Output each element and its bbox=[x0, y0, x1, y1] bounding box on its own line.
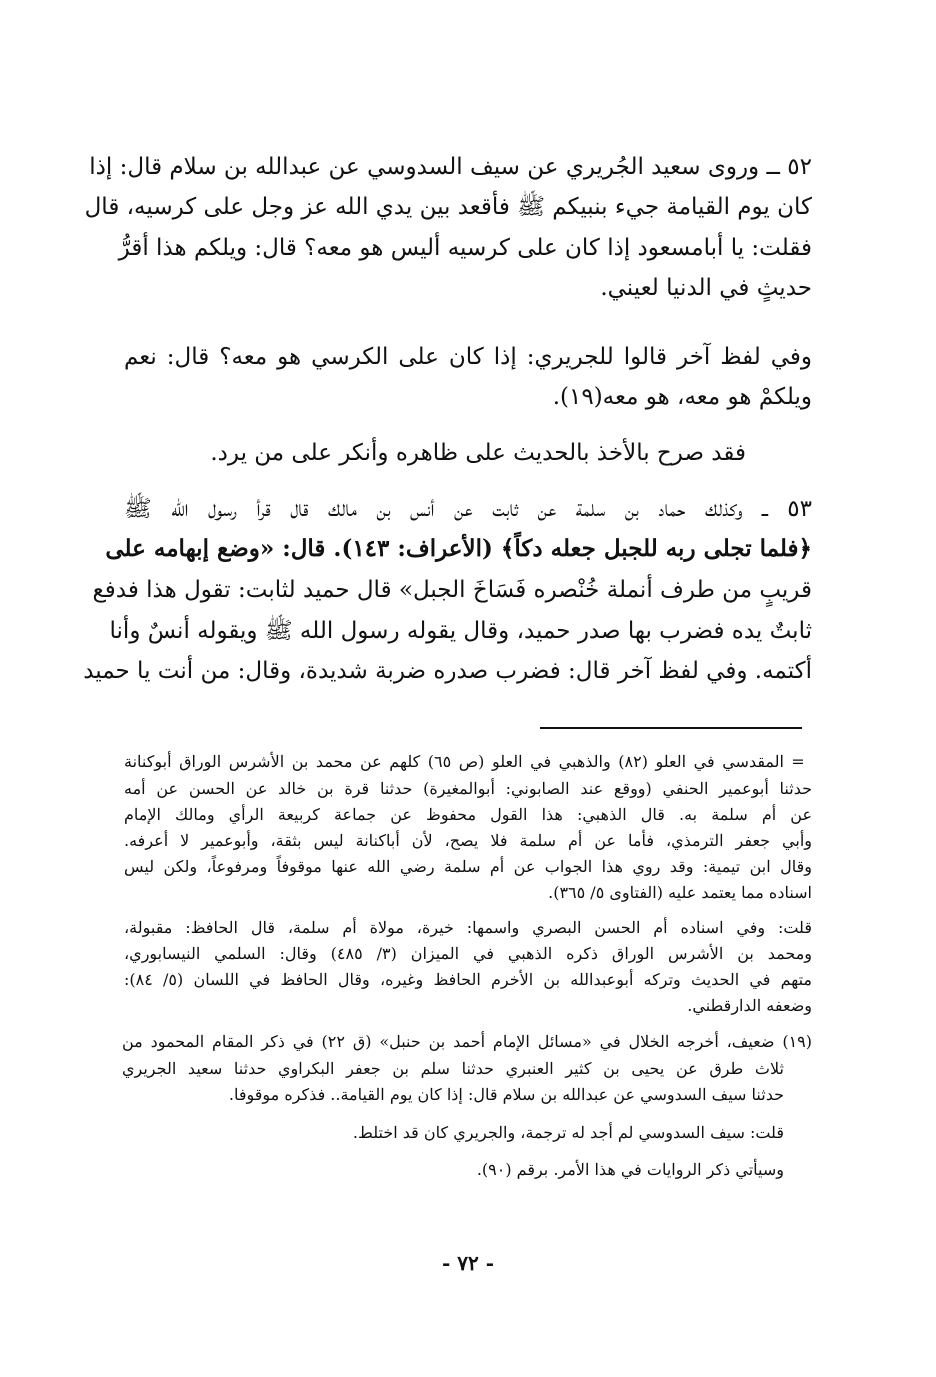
footnote-block1-line-2: حدثنا أبوعمير الحنفي (ووقع عند الصابوني: أبوالمغيرة) حدثنا قرة بن خالد عن الحسن عن أمه bbox=[124, 779, 812, 798]
footnote-19-line-4: قلت: سيف السدوسي لم أجد له ترجمة، والجريري كان قد اختلط. bbox=[352, 1123, 784, 1142]
para-other-wording-line-2: ويلكمْ هو معه، هو معه(١٩). bbox=[552, 384, 812, 410]
para-52-line-2: كان يوم القيامة جيء بنبيكم ﷺ فأقعد بين يدي الله عز وجل على كرسيه، قال bbox=[84, 194, 812, 220]
footnote-block1-line-4: وأبي جعفر الترمذي، فأما عن أم سلمة فلا يصح، لأن أباكنانة ليس بثقة، وأبوعمير لا أعرفه. bbox=[124, 831, 812, 850]
para-53-line-2: ﴿فلما تجلى ربه للجبل جعله دكاً﴾ (الأعراف: ١٤٣). قال: «وضع إبهامه على bbox=[105, 535, 812, 562]
para-52-line-3: فقلت: يا أبامسعود إذا كان على كرسيه أليس هو معه؟ قال: ويلكم هذا أقرُّ bbox=[118, 235, 812, 261]
footnote-block1-line-3: عن أم سلمة به. قال الذهبي: هذا القول محفوظ عن جماعة كربيعة الرأي ومالك الإمام bbox=[124, 805, 812, 824]
footnote-19-line-3: حدثنا سيف السدوسي عن عبدالله بن سلام قال: إذا كان يوم القيامة.. فذكره موقوفا. bbox=[228, 1085, 784, 1104]
footnote-19-line-5: وسيأتي ذكر الروايات في هذا الأمر. برقم (٩٠). bbox=[476, 1160, 784, 1179]
para-other-wording-line-1: وفي لفظ آخر قالوا للجريري: إذا كان على الكرسي هو معه؟ قال: نعم bbox=[124, 344, 812, 370]
page-number: - ٧٢ - bbox=[441, 1251, 494, 1275]
footnote-block2-line-4: وضعفه الدارقطني. bbox=[687, 996, 812, 1015]
footnote-divider bbox=[540, 727, 802, 729]
footnote-19-line-1: (١٩) ضعيف، أخرجه الخلال في «مسائل الإمام أحمد بن حنبل» (ق ٢٢) في ذكر المقام المحمود من bbox=[122, 1032, 812, 1051]
footnote-block1-line-5: وقال ابن تيمية: وقد روي هذا الجواب عن أم سلمة رضي الله عنها موقوفاً ومرفوعاً، ولكن ليس bbox=[124, 857, 812, 876]
para-53-line-4: ثابتٌ يده فضرب بها صدر حميد، وقال يقوله رسول الله ﷺ ويقوله أنسٌ وأنا bbox=[109, 618, 812, 644]
footnote-block2-line-1: قلت: وفي اسناده أم الحسن البصري واسمها: خيرة، مولاة أم سلمة، قال الحافظ: مقبولة، bbox=[124, 918, 812, 937]
footnote-19-line-2: ثلاث طرق عن يحيى بن كثير العنبري حدثنا سلم بن جعفر البكراوي حدثنا سعيد الجريري bbox=[122, 1059, 784, 1078]
para-declared: فقد صرح بالأخذ بالحديث على ظاهره وأنكر على من يرد. bbox=[210, 440, 746, 466]
footnote-block2-line-3: متهم في الحديث وتركه أبوعبدالله بن الأخرم الحافظ وغيره، وقال الحافظ في اللسان (٥/ ٨٤): bbox=[124, 970, 812, 989]
para-53-line-3: قريبٍ من طرف أنملة خُنْصره فَسَاخَ الجبل» قال حميد لثابت: تقول هذا فدفع bbox=[92, 577, 812, 603]
footnote-continuation-mark: = bbox=[791, 752, 805, 771]
para-52-line-1: ٥٢ ــ وروى سعيد الجُريري عن سيف السدوسي عن عبدالله بن سلام قال: إذا bbox=[89, 154, 812, 180]
para-53-line-1: ٥٣ ــ وكذلك حماد بن سلمة عن ثابت عن أنس بن مالك قال قرأ رسول الله ﷺ bbox=[124, 496, 812, 522]
footnote-block2-line-2: ومحمد بن الأشرس الوراق ذكره الذهبي في الميزان (٣/ ٤٨٥) وقال: السلمي النيسابوري، bbox=[124, 944, 812, 963]
footnote-block1-line-6: اسناده مما يعتمد عليه (الفتاوى ٥/ ٣٦٥). bbox=[548, 883, 812, 902]
footnote-block1-line-1: المقدسي في العلو (٨٢) والذهبي في العلو (ص ٦٥) كلهم عن محمد بن الأشرس الوراق أبوكنانة bbox=[124, 752, 785, 771]
para-52-line-4: حديثٍ في الدنيا لعيني. bbox=[600, 275, 812, 301]
para-53-line-5: أكتمه. وفي لفظ آخر قال: فضرب صدره ضربة شديدة، وقال: من أنت يا حميد bbox=[83, 658, 812, 684]
